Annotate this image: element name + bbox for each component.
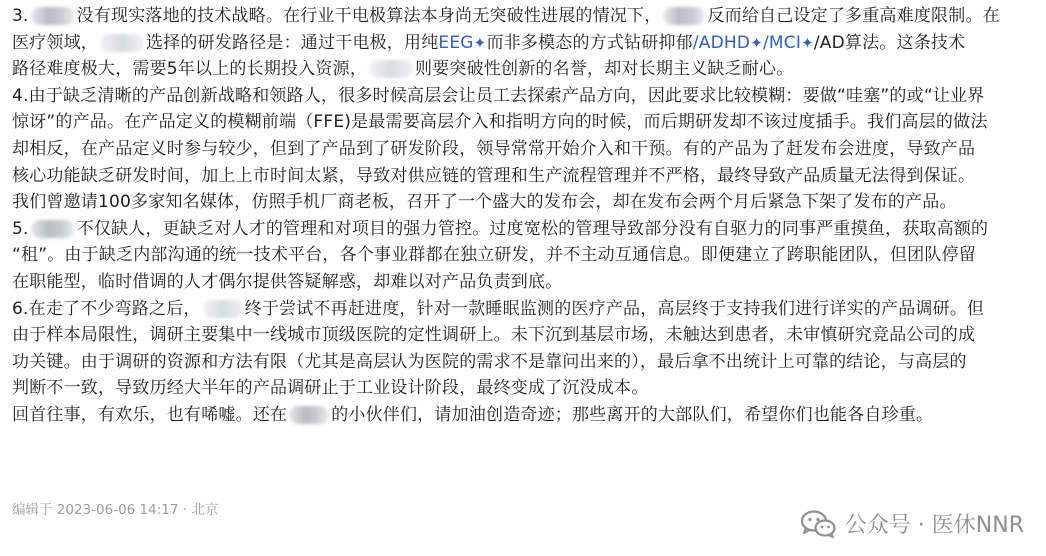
paragraph-4-line-4: 核心功能缺乏研发时间，加上上市时间太紧，导致对供应链的管理和生产流程管理并不严格，最终导致产品质量无法得到保证。 [12,165,976,186]
paragraph-6-line-2: 由于样本局限性，调研主要集中一线城市顶级医院的定性调研上。未下沉到基层市场，未触达到患者，未审慎研究竞品公司的成 [12,325,976,346]
closing-line [12,402,1036,429]
text: 路径难度极大，需要5年以上的长期投入资源， [12,59,368,80]
paragraph-4-line-5: 我们曾邀请100多家知名媒体，仿照手机厂商老板，召开了一个盛大的发布会，却在发布会两个月后紧急下架了发布的产品。 [12,192,957,213]
wechat-icon [799,509,837,539]
text: 回首往事，有欢乐，也有唏嘘。还在 [12,404,288,425]
text: 选择的研发路径是：通过干电极，用纯 [146,32,439,53]
watermark [799,508,1024,539]
eeg-link[interactable]: EEG [438,32,474,53]
mci-link[interactable]: /MCI [762,32,802,53]
redacted-name [100,34,144,52]
paragraph-5-line-3: 在职能型，临时借调的人才偶尔提供答疑解惑，却难以对产品负责到底。 [12,271,563,292]
redacted-name [369,60,413,78]
paragraph-5-line-1 [12,216,1036,243]
text: 终于尝试不再赶进度，针对一款睡眠监测的医疗产品，高层终于支持我们进行详实的产品调研。但 [244,298,985,319]
redacted-name [31,7,75,25]
paragraph-6-line-1 [12,296,1036,323]
paragraph-3-line-3 [12,56,1036,83]
watermark-text: 公众号 · 医休NNR [844,513,1024,538]
text: 不仅缺人，更缺乏对人才的管理和对项目的强力管控。过度宽松的管理导致部分没有自驱力的同事严重摸鱼，获取高额的 [76,218,989,239]
paragraph-6-line-3: 功关键。由于调研的资源和方法有限（尤其是高层认为医院的需求不是靠问出来的），最后拿不出统计上可靠的结论，与高层的 [12,351,967,372]
redacted-name [663,7,705,25]
paragraph-4-line-2: 惊讶”的产品。在产品定义的模糊前端（FFE)是最需要高层介入和指明方向的时候，而后期研发却不该过度插手。我们高层的做法 [12,112,988,133]
adhd-link[interactable]: /ADHD [692,32,751,53]
paragraph-5-line-2: “租”。由于缺乏内部沟通的统一技术平台，各个事业群都在独立研发，并不主动互通信息。即便建立了跨职能团队，但团队停留 [12,245,977,266]
text: 6.在走了不少弯路之后， [12,298,201,319]
redacted-name [31,220,75,238]
text: 3. [12,6,29,26]
text: 没有现实落地的技术战略。在行业干电极算法本身尚无突破性进展的情况下， [76,6,662,26]
text: 5. [12,218,29,239]
article-body [12,3,1036,429]
sparkle-icon: ✦ [801,33,814,52]
paragraph-4-line-1: 4.由于缺乏清晰的产品创新战略和领路人，很多时候高层会让员工去探索产品方向，因此要求比较模糊：要做“哇塞”的或“让业界 [12,85,985,106]
text: 反而给自己设定了多重高难度限制。在 [707,6,1000,26]
sparkle-icon: ✦ [750,33,763,52]
text: 则要突破性创新的名誉，却对长期主义缺乏耐心。 [415,59,794,80]
text: 医疗领域， [12,32,98,53]
paragraph-3-line-2 [12,30,1036,57]
edit-timestamp: 编辑于 2023-06-06 14:17 · 北京 [12,502,219,518]
sparkle-icon: ✦ [473,33,487,52]
text: 的小伙伴们，请加油创造奇迹；那些离开的大部队们，希望你们也能各自珍重。 [331,404,934,425]
redacted-name [203,300,243,318]
text: /AD算法。这条技术 [813,32,966,53]
redacted-name [289,406,329,424]
paragraph-3-line-1 [12,3,1036,30]
text: 而非多模态的方式钻研抑郁 [486,32,693,53]
paragraph-4-line-3: 却相反，在产品定义时参与较少，但到了产品到了研发阶段，领导常常开始介入和干预。有的产品为了赶发布会进度，导致产品 [12,138,976,159]
paragraph-6-line-4: 判断不一致，导致历经大半年的产品调研止于工业设计阶段，最终变成了沉没成本。 [12,378,649,399]
